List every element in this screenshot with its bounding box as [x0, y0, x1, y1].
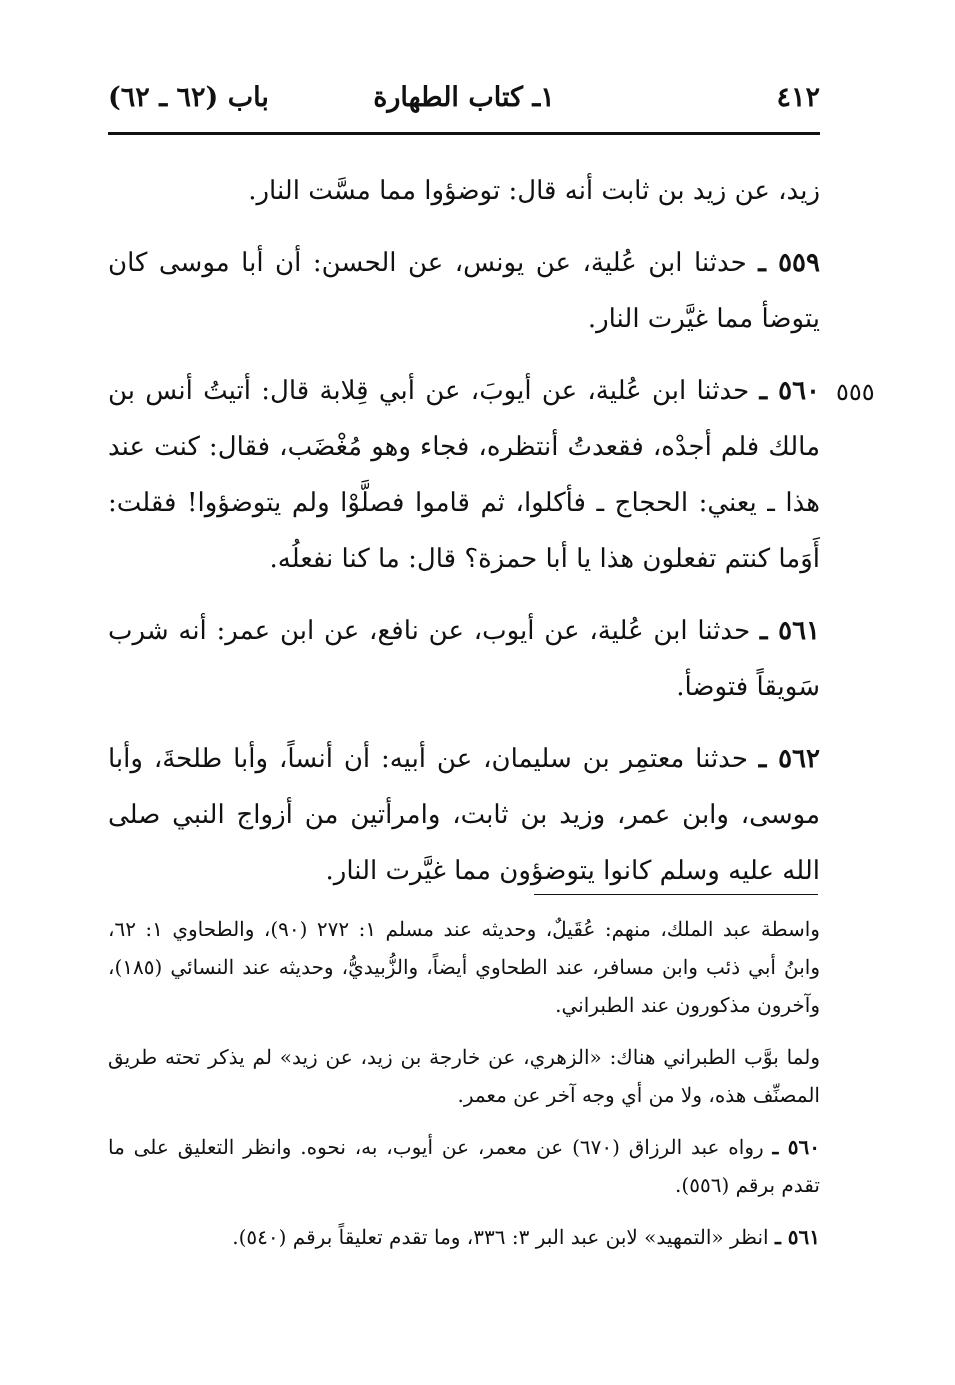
footnote-separator [534, 894, 818, 895]
hadith-number: ٥٦٠ ـ [759, 376, 821, 406]
hadith-number: ٥٦٢ ـ [758, 744, 820, 774]
footnote-text: انظر «التمهيد» لابن عبد البر ٣: ٣٣٦، وما تقدم تعليقاً برقم (٥٤٠). [232, 1225, 775, 1249]
footnote-note: ولما بوَّب الطبراني هناك: «الزهري، عن خارجة بن زيد، عن زيد» لم يذكر تحته طريق المصنِّف هذه، ولا من أي وجه آخر عن معمر. [108, 1045, 820, 1107]
margin-reference-number: ٥٥٥ [836, 378, 875, 406]
hadith-561 [108, 603, 820, 715]
hadith-text: حدثنا معتمِر بن سليمان، عن أبيه: أن أنساً، وأبا طلحةَ، وأبا موسى، وابن عمر، وزيد بن ثابت، وامرأتين من أزواج النبي صلى الله عليه وسلم كانوا يتوضؤون مما غيَّرت النار. [108, 744, 820, 886]
footnote-number: ٥٦١ ـ [774, 1225, 820, 1249]
hadith-562 [108, 731, 820, 899]
page-number: ٤١٢ [776, 82, 820, 113]
hadith-text: حدثنا ابن عُلية، عن يونس، عن الحسن: أن أبا موسى كان يتوضأ مما غيَّرت النار. [108, 248, 820, 334]
main-text [108, 163, 820, 915]
footnote-560 [108, 1128, 820, 1204]
hadith-559 [108, 235, 820, 347]
hadith-560 [108, 363, 820, 587]
chapter-label: باب (٦٢ ـ ٦٢) [108, 82, 269, 113]
header-rule [108, 132, 820, 135]
footnotes [108, 910, 820, 1270]
running-header [108, 82, 820, 118]
hadith-number: ٥٦١ ـ [759, 616, 821, 646]
footnote-text: رواه عبد الرزاق (٦٧٠) عن معمر، عن أيوب، به، نحوه. وانظر التعليق على ما تقدم برقم (٥٥٦). [108, 1135, 820, 1197]
hadith-text: حدثنا ابن عُلية، عن أيوب، عن نافع، عن ابن عمر: أنه شرب سَويقاً فتوضأ. [108, 616, 820, 702]
hadith-number: ٥٥٩ ـ [758, 248, 820, 278]
footnote-continuation: واسطة عبد الملك، منهم: عُقَيلٌ، وحديثه عند مسلم ١: ٢٧٢ (٩٠)، والطحاوي ١: ٦٢، وابنُ أبي ذئب وابن مسافر، عند الطحاوي أيضاً، والزُّبيديُّ، وحديثه عند النسائي (١٨٥)، وآخرون مذكورون عند الطبراني. [108, 917, 820, 1017]
footnote-number: ٥٦٠ ـ [772, 1135, 820, 1159]
hadith-text: حدثنا ابن عُلية، عن أيوبَ، عن أبي قِلابة قال: أتيتُ أنس بن مالك فلم أجدْه، فقعدتُ أنتظره، فجاء وهو مُغْضَب، فقال: كنت عند هذا ـ يعني: الحجاج ـ فأكلوا، ثم قاموا فصلَّوْا ولم يتوضؤوا! فقلت: أَوَما كنتم تفعلون هذا يا أبا حمزة؟ قال: ما كنا نفعلُه. [108, 376, 820, 574]
book-title: ١ـ كتاب الطهارة [373, 82, 555, 113]
paragraph-continuation: زيد، عن زيد بن ثابت أنه قال: توضؤوا مما مسَّت النار. [248, 176, 820, 206]
footnote-561 [108, 1218, 820, 1256]
